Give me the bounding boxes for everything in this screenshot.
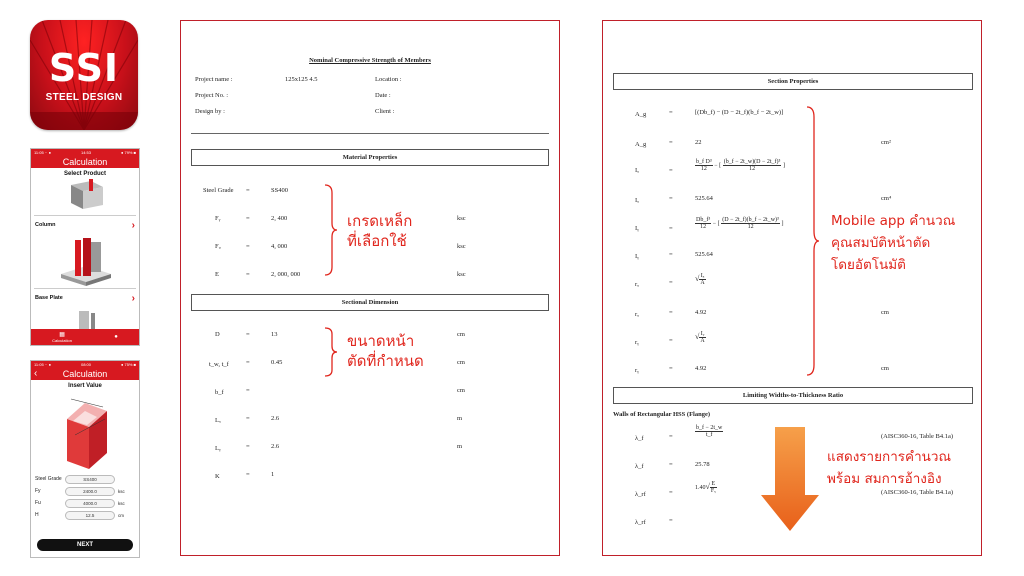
- eq: =: [669, 109, 673, 116]
- field-label: Fy: [35, 488, 41, 494]
- sect-eq: =: [246, 359, 250, 366]
- project-no-label: Project No. :: [195, 92, 229, 99]
- annotation-specified: ตัดที่กำหนด: [347, 352, 424, 370]
- sect-eq: =: [246, 471, 250, 478]
- annotation-section-size: ขนาดหน้า: [347, 332, 415, 350]
- app-icon-subtitle: STEEL DESIGN: [45, 92, 123, 103]
- mat-eq: =: [246, 187, 250, 194]
- mat-val: 2, 400: [271, 215, 288, 222]
- mat-val: 2, 000, 000: [271, 271, 301, 278]
- close-bracket: ]: [782, 162, 785, 169]
- status-time: 08:00: [80, 362, 91, 367]
- sect-sym: Lₓ: [215, 417, 221, 424]
- nav-calculation[interactable]: [52, 331, 72, 343]
- insert-form: [31, 473, 139, 521]
- fu-input[interactable]: 4000.0: [65, 499, 115, 508]
- walls-heading: Walls of Rectangular HSS (Flange): [613, 411, 711, 418]
- annotation-selected: ที่เลือกใช้: [347, 232, 407, 250]
- status-bar: [31, 149, 139, 156]
- eq: =: [669, 225, 673, 232]
- annotation-automatic: โดยอัตโนมัติ: [831, 257, 906, 273]
- down-arrow-icon: [759, 425, 821, 533]
- field-unit: ksc: [118, 500, 125, 506]
- numerator: Iₓ: [700, 273, 705, 279]
- fraction: [695, 217, 711, 230]
- field-label: H: [35, 512, 39, 518]
- sect-sym: D: [215, 331, 220, 338]
- mat-sym: Fᵧ: [215, 215, 221, 222]
- ag-symbol: A_g: [635, 111, 647, 118]
- sect-sym: t_w, t_f: [209, 361, 229, 368]
- fraction: [710, 481, 717, 494]
- fraction: [723, 159, 782, 172]
- location-label: Location :: [375, 76, 402, 83]
- mat-val: SS400: [271, 187, 288, 194]
- brace-icon: [323, 326, 339, 378]
- sect-unit: m: [457, 443, 463, 450]
- numerator: Iᵧ: [700, 331, 705, 337]
- sect-unit: m: [457, 415, 463, 422]
- lambda-rf-symbol: λ_rf: [635, 491, 646, 498]
- field-unit: cm: [118, 512, 124, 518]
- report-title: Nominal Compressive Strength of Members: [309, 57, 431, 64]
- ix-unit: cm⁴: [881, 195, 892, 202]
- bottom-nav: [31, 329, 139, 345]
- numerator: (b_f − 2t_w)(D − 2t_f)³: [723, 159, 781, 165]
- ry-formula: [695, 331, 706, 344]
- fraction: [695, 425, 723, 438]
- lambda-f-symbol: λ_f: [635, 435, 644, 442]
- annotation-with-reference: พร้อม สมการอ้างอิง: [827, 471, 942, 487]
- field-fy: [35, 485, 135, 497]
- sect-unit: cm: [457, 387, 465, 394]
- reference-2: (AISC360-16, Table B4.1a): [881, 489, 953, 496]
- mat-sym: Fᵤ: [215, 243, 221, 250]
- sect-eq: =: [246, 331, 250, 338]
- status-right: ● 79% ■: [120, 150, 136, 155]
- mat-unit: ksc: [457, 243, 466, 250]
- mat-eq: =: [246, 271, 250, 278]
- eq: =: [669, 309, 673, 316]
- project-name-value: 125x125 4.5: [285, 76, 318, 83]
- select-product-label: Select Product: [63, 171, 106, 177]
- status-bar: [31, 361, 139, 368]
- rx-formula: [695, 273, 706, 286]
- sect-sym: Lᵧ: [215, 445, 221, 452]
- phone-screen-insert-value: [30, 360, 140, 558]
- insert-value-label: Insert Value: [68, 383, 102, 389]
- status-left: 11:05 ·· ●: [34, 150, 52, 155]
- annotation-mobile-app: Mobile app คำนวณ: [831, 213, 956, 229]
- sect-val: 1: [271, 471, 275, 478]
- chevron-right-icon: ›: [131, 219, 135, 231]
- mat-unit: ksc: [457, 271, 466, 278]
- ag-value: 22: [695, 139, 702, 146]
- report-page-section-properties: [602, 20, 982, 556]
- chevron-right-icon: ›: [131, 292, 135, 304]
- rx-symbol: rₓ: [635, 311, 640, 318]
- annotation-section-properties: คุณสมบัติหน้าตัด: [831, 235, 931, 251]
- ry-value: 4.92: [695, 365, 707, 372]
- denominator: 12: [749, 166, 756, 172]
- column-thumbnail-icon: [31, 234, 137, 288]
- iy-value: 525.64: [695, 251, 713, 258]
- eq: =: [669, 279, 673, 286]
- calculator-icon: ▦: [59, 332, 65, 338]
- status-right: ● 75% ■: [120, 362, 136, 367]
- app-bar-title: Calculation: [62, 369, 108, 379]
- reference-1: (AISC360-16, Table B4.1a): [881, 433, 953, 440]
- sect-sym: K: [215, 473, 220, 480]
- mat-sym: Steel Grade: [203, 187, 234, 194]
- field-steel-grade: [35, 473, 135, 485]
- field-h: [35, 509, 135, 521]
- app-bar: [31, 368, 139, 380]
- sect-sym: b_f: [215, 389, 224, 396]
- coefficient: 1.40: [695, 484, 706, 491]
- ag-unit: cm²: [881, 139, 891, 146]
- eq: =: [669, 489, 673, 496]
- numerator: (D − 2t_f)(b_f − 2t_w)³: [722, 217, 779, 223]
- mat-sym: E: [215, 271, 219, 278]
- iy-symbol: Iᵧ: [635, 253, 639, 260]
- column-row[interactable]: [31, 216, 139, 234]
- sqrt-icon: √: [695, 273, 700, 283]
- app-icon: [30, 20, 138, 130]
- eq: =: [669, 195, 673, 202]
- denominator: 12: [700, 166, 707, 172]
- numerator: Db_f³: [696, 217, 711, 223]
- section-diagram-icon: [31, 389, 137, 473]
- app-bar: Calculation: [31, 156, 139, 168]
- design-by-label: Design by :: [195, 108, 225, 115]
- sqrt-icon: √: [695, 331, 700, 341]
- denominator: t_f: [705, 432, 713, 438]
- ry-symbol: rᵧ: [635, 339, 639, 346]
- fraction: [699, 331, 705, 344]
- numerator: b_f − 2t_w: [696, 425, 723, 431]
- iy-symbol: Iᵧ: [635, 225, 639, 232]
- next-button[interactable]: NEXT: [37, 539, 133, 551]
- sect-val: 2.6: [271, 415, 280, 422]
- status-left: 11:05 ·· ●: [34, 362, 52, 367]
- mat-unit: ksc: [457, 215, 466, 222]
- minus-bracket: − [: [714, 162, 722, 169]
- ix-value: 525.64: [695, 195, 713, 202]
- date-label: Date :: [375, 92, 391, 99]
- steel-grade-select[interactable]: SS400: [65, 475, 115, 484]
- ry-symbol: rᵧ: [635, 367, 639, 374]
- sect-eq: =: [246, 387, 250, 394]
- numerator: b_f D³: [696, 159, 712, 165]
- material-properties-header: Material Properties: [191, 149, 549, 166]
- brace-icon: [323, 183, 339, 277]
- fraction: [699, 273, 705, 286]
- denominator: A: [700, 280, 705, 286]
- limiting-ratio-header: Limiting Widths-to-Thickness Ratio: [613, 387, 973, 404]
- base-plate-thumbnail-icon: [31, 307, 137, 329]
- section-properties-header: Section Properties: [613, 73, 973, 90]
- annotation-steel-grade: เกรดเหล็ก: [347, 212, 413, 230]
- lambda-f-symbol: λ_f: [635, 463, 644, 470]
- ix-symbol: Iₓ: [635, 197, 640, 204]
- mat-val: 4, 000: [271, 243, 288, 250]
- eq: =: [669, 251, 673, 258]
- product-thumbnail-icon: [31, 177, 137, 215]
- sect-unit: cm: [457, 359, 465, 366]
- nav-other-icon[interactable]: ●: [114, 334, 118, 340]
- project-name-label: Project name :: [195, 76, 233, 83]
- rx-value: 4.92: [695, 309, 707, 316]
- annotation-show-calculation: แสดงรายการคำนวณ: [827, 449, 951, 465]
- eq: =: [669, 365, 673, 372]
- report-page-material: [180, 20, 560, 556]
- h-input[interactable]: 12.5: [65, 511, 115, 520]
- phone-screen-select-product: [30, 148, 140, 346]
- rx-symbol: rₓ: [635, 281, 640, 288]
- eq: =: [669, 461, 673, 468]
- ry-unit: cm: [881, 365, 889, 372]
- fy-input[interactable]: 2400.0: [65, 487, 115, 496]
- denominator: A: [700, 338, 705, 344]
- client-label: Client :: [375, 108, 395, 115]
- numerator: E: [711, 481, 716, 487]
- nav-calculation-label: Calculation: [52, 338, 72, 343]
- eq: =: [669, 337, 673, 344]
- close-bracket: ]: [781, 220, 784, 227]
- back-arrow-icon[interactable]: ‹: [34, 368, 38, 379]
- app-icon-title: SSI: [48, 46, 120, 90]
- field-label: Steel Grade: [35, 476, 62, 482]
- denominator: 12: [700, 224, 707, 230]
- sect-val: 2.6: [271, 443, 280, 450]
- eq: =: [669, 433, 673, 440]
- lambda-f-formula: [695, 425, 723, 438]
- sect-val: 13: [271, 331, 278, 338]
- ag-symbol: A_g: [635, 141, 647, 148]
- eq: =: [669, 167, 673, 174]
- iy-formula: [695, 217, 783, 230]
- eq: =: [669, 517, 673, 524]
- rx-unit: cm: [881, 309, 889, 316]
- fraction: [721, 217, 780, 230]
- field-unit: ksc: [118, 488, 125, 494]
- ix-symbol: Iₓ: [635, 167, 640, 174]
- sqrt-icon: √: [705, 481, 710, 491]
- lambda-rf-formula: [695, 481, 717, 494]
- field-label: Fu: [35, 500, 41, 506]
- denominator: Fᵧ: [710, 488, 716, 494]
- sect-val: 0.45: [271, 359, 283, 366]
- sect-unit: cm: [457, 331, 465, 338]
- sect-eq: =: [246, 415, 250, 422]
- denominator: 12: [747, 224, 754, 230]
- lambda-f-value: 25.78: [695, 461, 710, 468]
- minus-bracket: − [: [712, 220, 720, 227]
- status-time: 14:53: [80, 150, 91, 155]
- ag-formula: [(Db_f) − (D − 2t_f)(b_f − 2t_w)]: [695, 109, 784, 116]
- base-plate-row[interactable]: [31, 289, 139, 307]
- eq: =: [669, 139, 673, 146]
- brace-icon: [805, 105, 821, 377]
- base-plate-label: Base Plate: [35, 295, 63, 301]
- ix-formula: [695, 159, 785, 172]
- field-fu: [35, 497, 135, 509]
- mat-eq: =: [246, 243, 250, 250]
- column-label: Column: [35, 222, 56, 228]
- divider: [191, 133, 549, 134]
- sect-eq: =: [246, 443, 250, 450]
- sectional-dimension-header: Sectional Dimension: [191, 294, 549, 311]
- mat-eq: =: [246, 215, 250, 222]
- lambda-rf-symbol: λ_rf: [635, 519, 646, 526]
- fraction: [695, 159, 713, 172]
